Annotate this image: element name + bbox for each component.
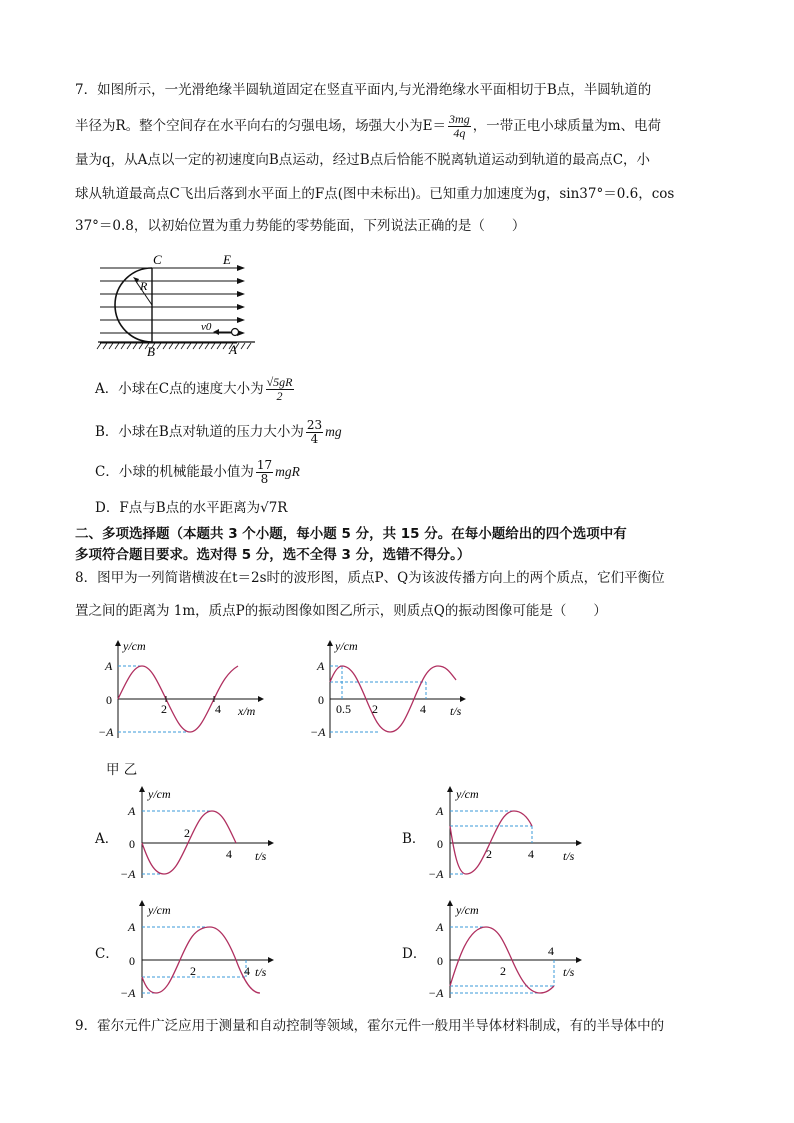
q8-option-c-graph bbox=[120, 900, 285, 1000]
q8-option-d-label: D． bbox=[402, 946, 427, 962]
field-fraction: $\frac{3mg}{4q}$ bbox=[449, 112, 470, 140]
svg-text:4: 4 bbox=[548, 944, 554, 958]
svg-text:t/s: t/s bbox=[563, 965, 575, 979]
svg-text:A: A bbox=[317, 659, 325, 673]
svg-text:A: A bbox=[436, 920, 444, 934]
svg-text:−A: −A bbox=[120, 867, 136, 881]
q7-line-3: 量为q，从A点以一定的初速度向B点运动，经过B点后恰能不脱离轨道运动到轨道的最高点C，小 bbox=[75, 152, 651, 168]
svg-text:2: 2 bbox=[190, 964, 196, 978]
svg-text:0.5: 0.5 bbox=[336, 702, 351, 716]
section2-heading-1: 二、多项选择题（本题共 3 个小题，每小题 5 分，共 15 分。在每小题给出的四个选项中有 bbox=[75, 526, 627, 542]
q7-line-4: 球从轨道最高点C飞出后落到水平面上的F点(图中未标出)。已知重力加速度为g，sin37°＝0.6，cos bbox=[75, 186, 675, 202]
label-A: A bbox=[229, 342, 237, 357]
label-v0: v0 bbox=[201, 321, 212, 333]
label-B: B bbox=[147, 344, 155, 359]
svg-text:−A: −A bbox=[120, 986, 136, 1000]
svg-text:A: A bbox=[128, 804, 136, 818]
q8-option-c-label: C． bbox=[95, 946, 119, 962]
q7-line-1: 7．如图所示，一光滑绝缘半圆轨道固定在竖直平面内,与光滑绝缘水平面相切于B点，半圆轨道的 bbox=[75, 82, 652, 98]
q7-option-a: A．小球在C点的速度大小为 $\frac{√5gR}{2}$ bbox=[95, 375, 293, 403]
svg-text:0: 0 bbox=[437, 837, 443, 851]
svg-text:4: 4 bbox=[244, 964, 250, 978]
svg-text:0: 0 bbox=[437, 954, 443, 968]
svg-text:−A: −A bbox=[98, 725, 114, 739]
q8-option-b-label: B． bbox=[402, 831, 426, 847]
svg-text:4: 4 bbox=[420, 702, 426, 716]
svg-text:0: 0 bbox=[318, 693, 324, 707]
svg-text:−A: −A bbox=[310, 725, 326, 739]
svg-text:2: 2 bbox=[161, 702, 167, 716]
q8-figure-jia bbox=[98, 638, 268, 743]
svg-text:y/cm: y/cm bbox=[335, 639, 358, 653]
q8-figure-caption: 甲 乙 bbox=[106, 762, 138, 778]
svg-text:−A: −A bbox=[428, 986, 444, 1000]
q8-option-d-graph bbox=[428, 900, 593, 1000]
label-R: R bbox=[140, 279, 148, 293]
q7-option-c: C．小球的机械能最小值为 $\frac{17}{8}$ mgR bbox=[95, 458, 300, 486]
section2-heading-2: 多项符合题目要求。选对得 5 分，选不全得 3 分，选错不得分。） bbox=[75, 547, 471, 563]
svg-text:x/m: x/m bbox=[238, 704, 256, 718]
svg-text:−A: −A bbox=[428, 867, 444, 881]
svg-text:2: 2 bbox=[184, 826, 190, 840]
svg-text:t/s: t/s bbox=[255, 849, 267, 863]
svg-text:4: 4 bbox=[226, 847, 232, 861]
svg-text:0: 0 bbox=[129, 837, 135, 851]
svg-text:t/s: t/s bbox=[563, 849, 575, 863]
svg-text:A: A bbox=[436, 804, 444, 818]
label-C: C bbox=[153, 252, 162, 267]
q7-option-b: B．小球在B点对轨道的压力大小为 $\frac{23}{4}$ mg bbox=[95, 418, 342, 446]
q7-option-d: D．F点与B点的水平距离为√7R bbox=[95, 500, 288, 516]
svg-text:t/s: t/s bbox=[450, 704, 462, 718]
svg-text:y/cm: y/cm bbox=[123, 639, 146, 653]
q8-option-a-label: A． bbox=[95, 831, 119, 847]
svg-text:2: 2 bbox=[372, 702, 378, 716]
svg-text:0: 0 bbox=[106, 693, 112, 707]
svg-text:4: 4 bbox=[215, 702, 221, 716]
q8-option-b-graph bbox=[428, 786, 593, 881]
label-E: E bbox=[223, 252, 231, 267]
q9-line-1: 9．霍尔元件广泛应用于测量和自动控制等领域，霍尔元件一般用半导体材料制成，有的半导体中的 bbox=[75, 1018, 665, 1034]
q7-line-5: 37°＝0.8，以初始位置为重力势能的零势能面，下列说法正确的是（ ） bbox=[75, 218, 526, 234]
svg-text:0: 0 bbox=[129, 954, 135, 968]
svg-text:y/cm: y/cm bbox=[148, 787, 171, 801]
svg-text:2: 2 bbox=[500, 964, 506, 978]
svg-text:4: 4 bbox=[528, 847, 534, 861]
q7-line-2: 半径为R。整个空间存在水平向右的匀强电场，场强大小为E＝ $\frac{3mg}{4q}$ ，一带正电小球质量为m、电荷 bbox=[75, 112, 662, 140]
svg-text:y/cm: y/cm bbox=[148, 903, 171, 917]
q7-figure bbox=[95, 250, 265, 360]
svg-text:A: A bbox=[105, 659, 113, 673]
q8-figure-yi bbox=[310, 638, 480, 743]
svg-text:y/cm: y/cm bbox=[456, 787, 479, 801]
svg-text:2: 2 bbox=[486, 847, 492, 861]
q8-line-1: 8．图甲为一列简谐横波在t＝2s时的波形图，质点P、Q为该波传播方向上的两个质点，它们平衡位 bbox=[75, 570, 665, 586]
svg-text:A: A bbox=[128, 920, 136, 934]
svg-text:y/cm: y/cm bbox=[456, 903, 479, 917]
q8-line-2: 置之间的距离为 1m，质点P的振动图像如图乙所示，则质点Q的振动图像可能是（ ） bbox=[75, 603, 607, 619]
q8-option-a-graph bbox=[120, 786, 285, 881]
svg-text:t/s: t/s bbox=[255, 965, 267, 979]
